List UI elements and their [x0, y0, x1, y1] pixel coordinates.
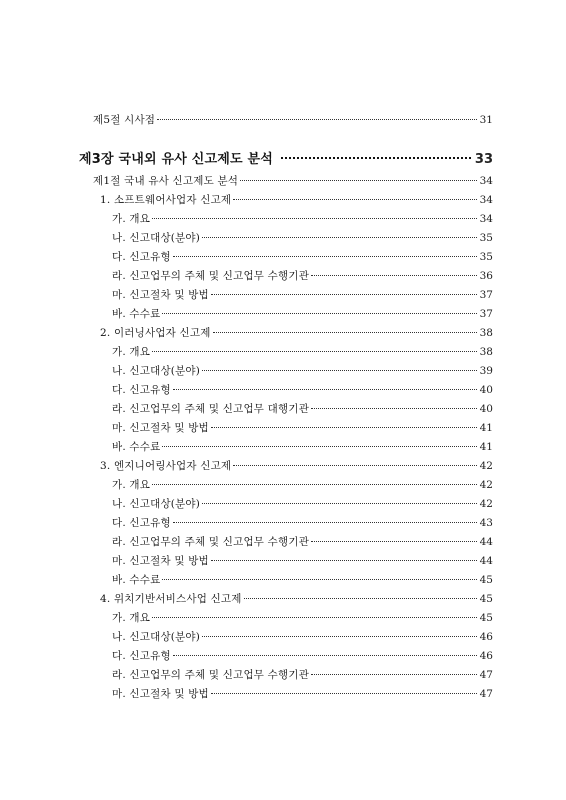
toc-entry-label: 나. 신고대상(분야)	[112, 498, 201, 510]
toc-entry-subsection[interactable]	[100, 592, 493, 606]
toc-entry-subsection[interactable]	[100, 193, 493, 207]
toc-entry-page: 38	[479, 346, 493, 358]
dot-leader	[152, 218, 477, 219]
toc-entry-item[interactable]	[112, 516, 493, 530]
toc-entry-item[interactable]	[112, 478, 493, 492]
toc-entry-page: 45	[479, 612, 493, 624]
toc-entry-page: 38	[479, 327, 493, 339]
toc-entry-page: 42	[479, 479, 493, 491]
toc-entry-page: 41	[479, 441, 493, 453]
dot-leader	[152, 484, 477, 485]
toc-entry-item[interactable]	[112, 573, 493, 587]
toc-entry-page: 35	[479, 232, 493, 244]
toc-entry-label: 가. 개요	[112, 612, 151, 624]
dot-leader	[162, 446, 477, 447]
toc-entry-page: 44	[479, 536, 493, 548]
toc-entry-label: 마. 신고절차 및 방법	[112, 422, 209, 434]
toc-entry-label: 제1절 국내 유사 신고제도 분석	[93, 175, 239, 187]
dot-leader	[202, 370, 477, 371]
dot-leader	[152, 351, 477, 352]
toc-entry-label: 마. 신고절차 및 방법	[112, 289, 209, 301]
toc-entry-item[interactable]	[112, 668, 493, 682]
toc-entry-label: 라. 신고업무의 주체 및 신고업무 대행기관	[112, 403, 310, 415]
dot-leader	[173, 522, 477, 523]
toc-entry-item[interactable]	[112, 687, 493, 701]
toc-entry-chapter[interactable]	[79, 151, 493, 168]
toc-entry-label: 나. 신고대상(분야)	[112, 631, 201, 643]
toc-entry-label: 라. 신고업무의 주체 및 신고업무 수행기관	[112, 669, 310, 681]
toc-entry-item[interactable]	[112, 231, 493, 245]
toc-entry-label: 바. 수수료	[112, 441, 161, 453]
dot-leader	[233, 465, 477, 466]
dot-leader	[202, 503, 477, 504]
dot-leader	[281, 157, 471, 159]
toc-entry-item[interactable]	[112, 307, 493, 321]
toc-entry-page: 46	[479, 631, 493, 643]
dot-leader	[211, 693, 477, 694]
toc-entry-page: 34	[479, 194, 493, 206]
toc-entry-label: 3. 엔지니어링사업자 신고제	[100, 460, 232, 472]
dot-leader	[162, 313, 477, 314]
toc-entry-item[interactable]	[112, 383, 493, 397]
dot-leader	[173, 655, 477, 656]
toc-entry-page: 44	[479, 555, 493, 567]
toc-entry-item[interactable]	[112, 630, 493, 644]
dot-leader	[240, 180, 477, 181]
toc-entry-label: 라. 신고업무의 주체 및 신고업무 수행기관	[112, 536, 310, 548]
toc-entry-label: 가. 개요	[112, 479, 151, 491]
toc-entry-label: 제3장 국내외 유사 신고제도 분석	[79, 152, 274, 167]
toc-entry-page: 37	[479, 308, 493, 320]
toc-entry-page: 45	[479, 574, 493, 586]
toc-entry-label: 나. 신고대상(분야)	[112, 365, 201, 377]
dot-leader	[202, 237, 477, 238]
toc-entry-item[interactable]	[112, 535, 493, 549]
toc-entry-item[interactable]	[112, 649, 493, 663]
dot-leader	[311, 541, 477, 542]
toc-entry-item[interactable]	[112, 554, 493, 568]
toc-entry-page: 34	[479, 175, 493, 187]
toc-entry-item[interactable]	[112, 250, 493, 264]
toc-entry-page: 36	[479, 270, 493, 282]
toc-entry-page: 31	[479, 114, 493, 126]
toc-entry-label: 가. 개요	[112, 346, 151, 358]
toc-entry-page: 43	[479, 517, 493, 529]
toc-entry-item[interactable]	[112, 345, 493, 359]
toc-entry-page: 40	[479, 384, 493, 396]
toc-entry-subsection[interactable]	[100, 459, 493, 473]
toc-entry-page: 47	[479, 669, 493, 681]
toc-entry-label: 다. 신고유형	[112, 384, 171, 396]
toc-entry-item[interactable]	[112, 440, 493, 454]
toc-entry-page: 39	[479, 365, 493, 377]
toc-entry-label: 다. 신고유형	[112, 517, 171, 529]
toc-entry-item[interactable]	[112, 269, 493, 283]
toc-entry-page: 45	[479, 593, 493, 605]
toc-entry-label: 바. 수수료	[112, 574, 161, 586]
dot-leader	[162, 579, 477, 580]
toc-entry-page: 46	[479, 650, 493, 662]
dot-leader	[213, 332, 477, 333]
toc-entry-section[interactable]	[93, 113, 493, 127]
dot-leader	[157, 119, 477, 120]
dot-leader	[152, 617, 477, 618]
dot-leader	[311, 674, 477, 675]
toc-entry-label: 다. 신고유형	[112, 251, 171, 263]
toc-entry-page: 42	[479, 460, 493, 472]
toc-entry-page: 41	[479, 422, 493, 434]
toc-entry-label: 가. 개요	[112, 213, 151, 225]
toc-entry-label: 제5절 시사점	[93, 114, 156, 126]
toc-entry-label: 2. 이러닝사업자 신고제	[100, 327, 211, 339]
dot-leader	[311, 408, 477, 409]
toc-entry-page: 40	[479, 403, 493, 415]
dot-leader	[211, 427, 477, 428]
toc-entry-subsection[interactable]	[100, 326, 493, 340]
toc-entry-page: 35	[479, 251, 493, 263]
toc-entry-label: 마. 신고절차 및 방법	[112, 555, 209, 567]
toc-entry-section[interactable]	[93, 174, 493, 188]
dot-leader	[311, 275, 477, 276]
toc-entry-item[interactable]	[112, 497, 493, 511]
dot-leader	[211, 294, 477, 295]
toc-entry-page: 47	[479, 688, 493, 700]
toc-entry-page: 34	[479, 213, 493, 225]
dot-leader	[211, 560, 477, 561]
toc-entry-label: 나. 신고대상(분야)	[112, 232, 201, 244]
toc-entry-label: 다. 신고유형	[112, 650, 171, 662]
toc-entry-item[interactable]	[112, 364, 493, 378]
toc-entry-page: 37	[479, 289, 493, 301]
toc-entry-page: 33	[474, 152, 493, 167]
toc-entry-label: 마. 신고절차 및 방법	[112, 688, 209, 700]
toc-entry-item[interactable]	[112, 421, 493, 435]
dot-leader	[173, 389, 477, 390]
toc-entry-item[interactable]	[112, 212, 493, 226]
toc-entry-item[interactable]	[112, 611, 493, 625]
toc-entry-item[interactable]	[112, 288, 493, 302]
toc-entry-label: 바. 수수료	[112, 308, 161, 320]
dot-leader	[233, 199, 477, 200]
toc-entry-label: 1. 소프트웨어사업자 신고제	[100, 194, 232, 206]
dot-leader	[202, 636, 477, 637]
toc-entry-label: 4. 위치기반서비스사업 신고제	[100, 593, 242, 605]
dot-leader	[173, 256, 477, 257]
toc-entry-item[interactable]	[112, 402, 493, 416]
toc-entry-label: 라. 신고업무의 주체 및 신고업무 수행기관	[112, 270, 310, 282]
toc-entry-page: 42	[479, 498, 493, 510]
dot-leader	[244, 598, 477, 599]
